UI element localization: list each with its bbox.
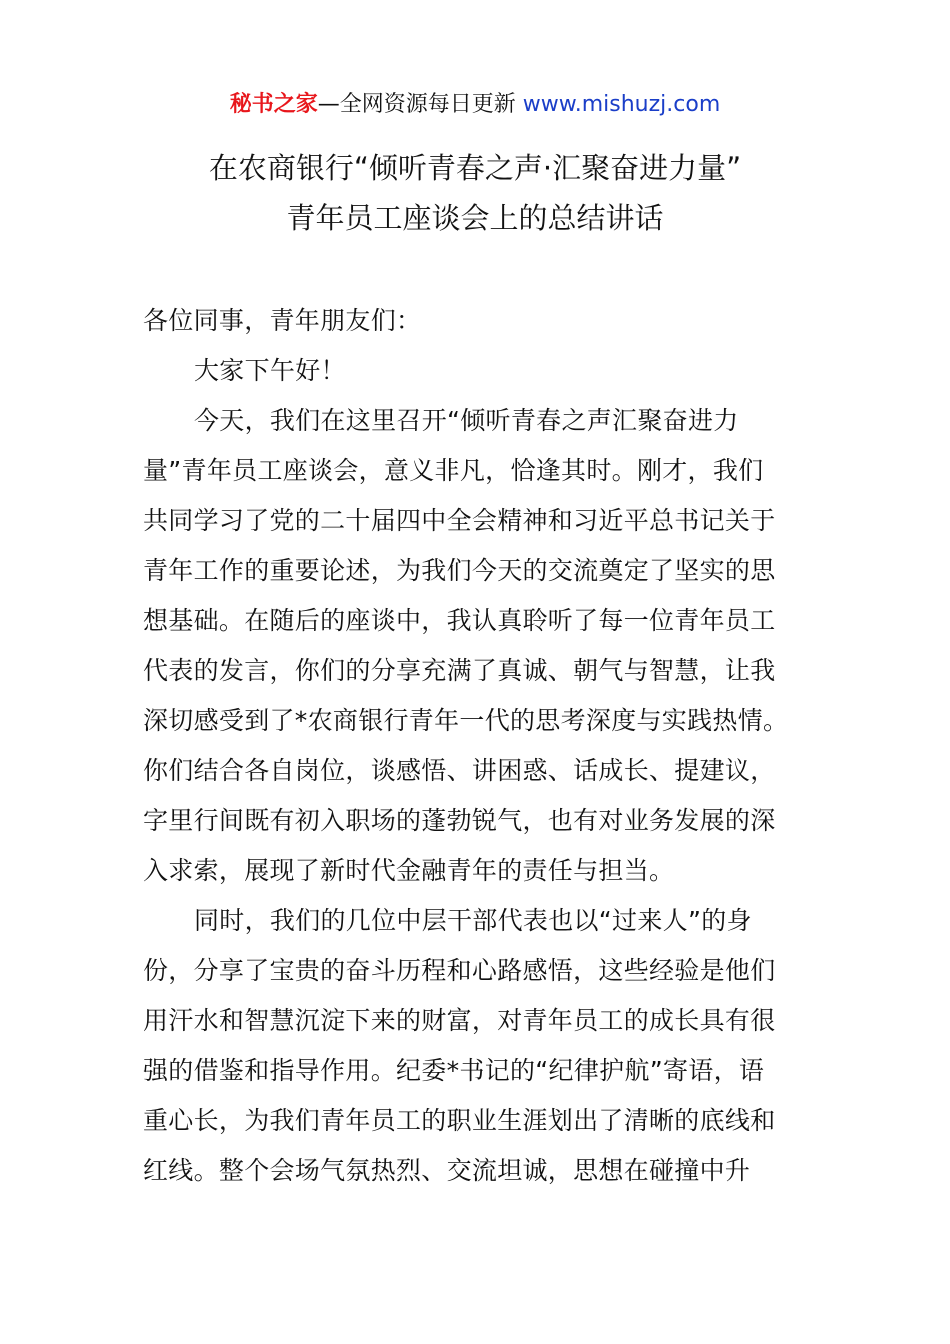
body-line: 你们结合各自岗位，谈感悟、讲困惑、话成长、提建议， [143,756,776,785]
body-line: 代表的发言，你们的分享充满了真诚、朝气与智慧，让我 [143,656,776,685]
body-line: 想基础。在随后的座谈中，我认真聆听了每一位青年员工 [143,606,776,635]
body-line: 强的借鉴和指导作用。纪委*书记的“纪律护航”寄语，语 [143,1056,765,1085]
body-line: 红线。整个会场气氛热烈、交流坦诚，思想在碰撞中升 [143,1156,751,1185]
body-line: 同时，我们的几位中层干部代表也以“过来人”的身 [194,906,752,935]
greeting: 大家下午好！ [194,356,346,385]
body-line: 量”青年员工座谈会，意义非凡，恰逢其时。刚才，我们 [143,456,764,485]
body-line: 青年工作的重要论述，为我们今天的交流奠定了坚实的思 [143,556,776,585]
body-line: 份，分享了宝贵的奋斗历程和心路感悟，这些经验是他们 [143,956,776,985]
body-line: 字里行间既有初入职场的蓬勃锐气，也有对业务发展的深 [143,806,776,835]
body-line: 重心长，为我们青年员工的职业生涯划出了清晰的底线和 [143,1106,776,1135]
site-url-link[interactable]: www.mishuzj.com [522,92,721,117]
salutation: 各位同事，青年朋友们： [143,306,422,335]
brand-name: 秘书之家 [229,92,318,117]
header-slogan: 全网资源每日更新 [339,92,516,117]
site-header [0,88,950,122]
document-body [143,296,813,1196]
header-dash: — [317,92,340,117]
body-line: 共同学习了党的二十届四中全会精神和习近平总书记关于 [143,506,776,535]
body-line: 用汗水和智慧沉淀下来的财富，对青年员工的成长具有很 [143,1006,776,1035]
body-line: 今天，我们在这里召开“倾听青春之声汇聚奋进力 [194,406,739,435]
document-title-line-1: 在农商银行“倾听青春之声·汇聚奋进力量” [208,151,742,185]
body-line: 深切感受到了*农商银行青年一代的思考深度与实践热情。 [143,706,789,735]
body-line: 入求索，展现了新时代金融青年的责任与担当。 [143,856,675,885]
document-title-line-2: 青年员工座谈会上的总结讲话 [286,201,664,235]
